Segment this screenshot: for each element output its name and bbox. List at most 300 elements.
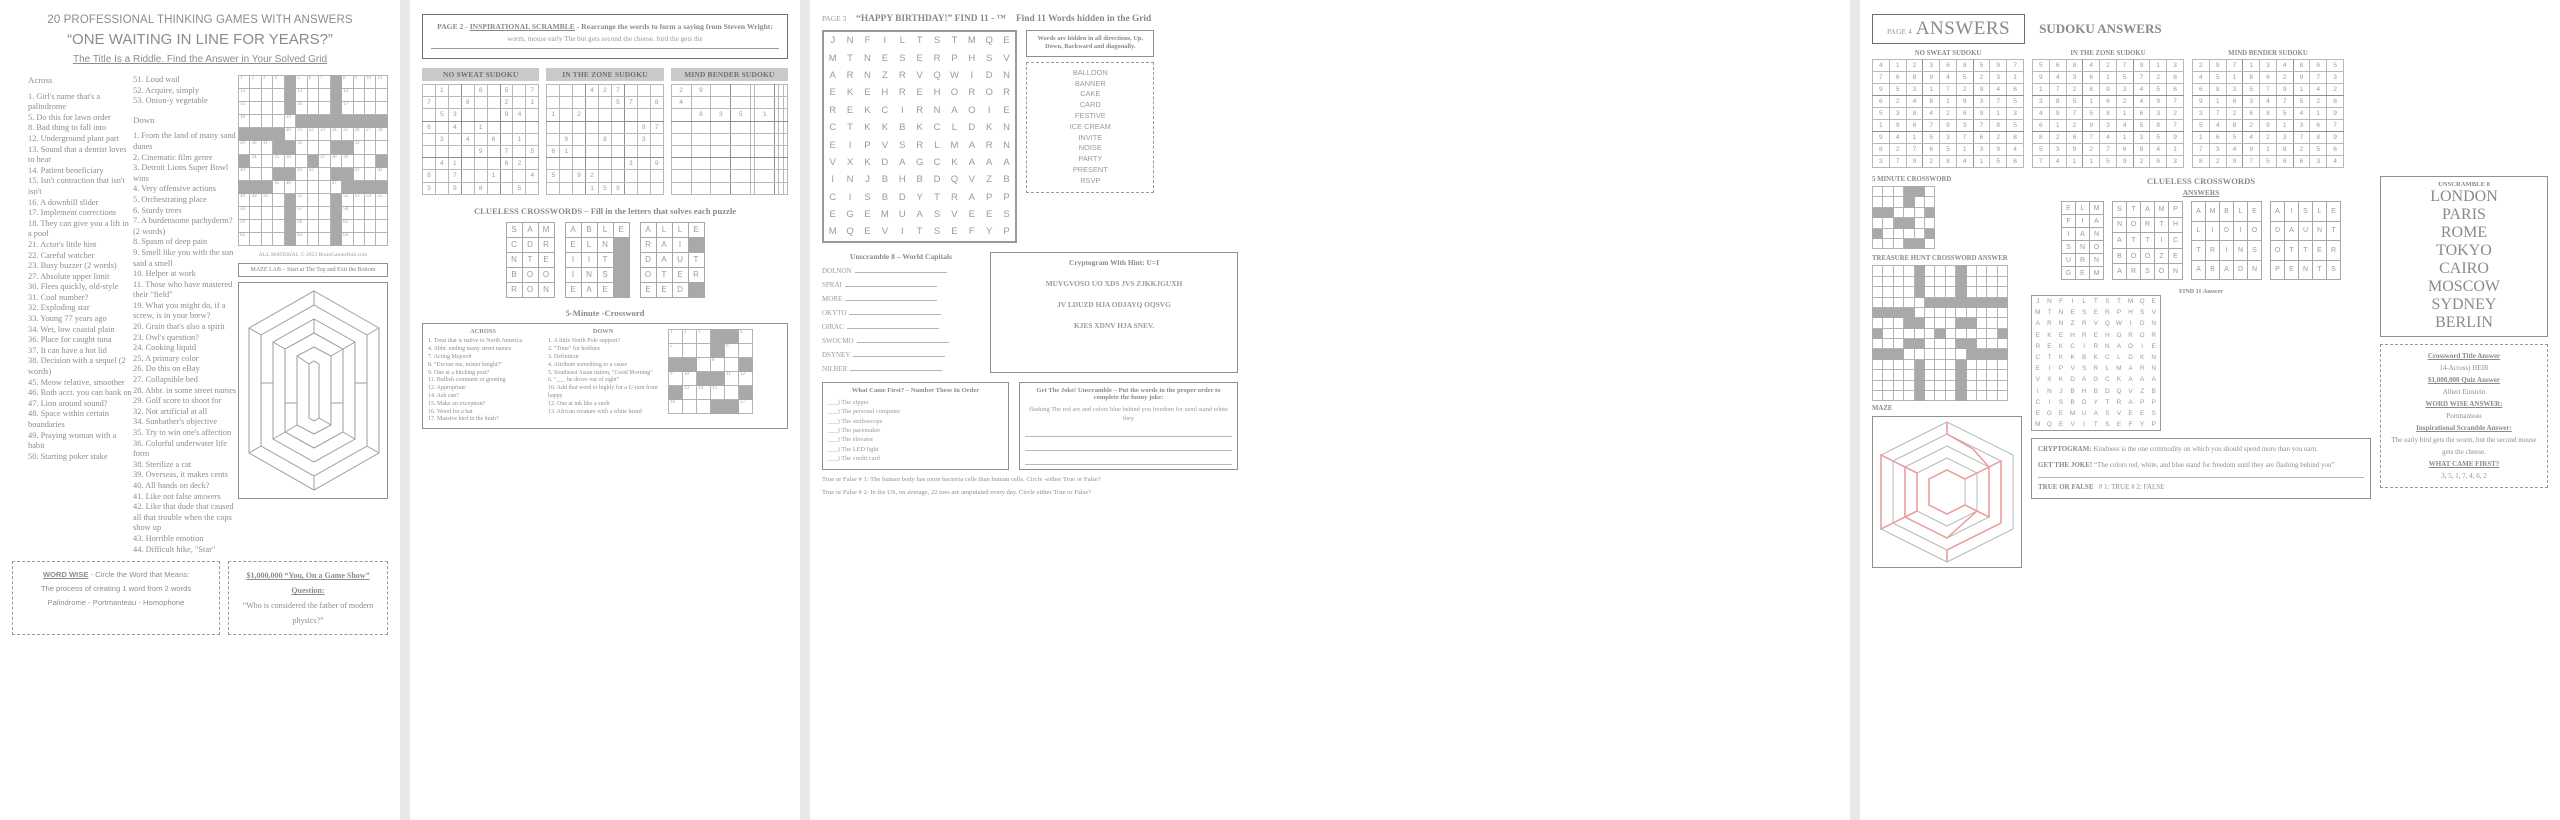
sudoku-cell[interactable] <box>783 97 787 109</box>
sudoku-cell[interactable] <box>611 121 624 133</box>
five-grid-cell[interactable]: 15 <box>711 385 725 399</box>
sudoku-cell[interactable] <box>461 170 474 182</box>
sudoku-cell[interactable] <box>637 97 650 109</box>
sudoku-cell[interactable] <box>474 170 487 182</box>
wordsearch-cell[interactable]: P <box>1003 191 1010 203</box>
crossword-cell[interactable]: 58 <box>342 206 353 219</box>
crossword-cell[interactable] <box>261 154 272 167</box>
wordsearch-cell[interactable]: E <box>1003 104 1010 116</box>
crossword-cell[interactable] <box>261 220 272 233</box>
sudoku-cell[interactable] <box>474 97 487 109</box>
sudoku-cell[interactable] <box>599 121 612 133</box>
sudoku-cell[interactable]: 4 <box>513 109 526 121</box>
wordsearch-cell[interactable]: E <box>986 209 993 221</box>
ccw-cell[interactable]: O <box>538 267 554 282</box>
sudoku-cell[interactable] <box>423 85 436 97</box>
sudoku-cell[interactable] <box>637 145 650 157</box>
five-grid-cell[interactable]: 9 <box>669 371 683 385</box>
wordsearch-cell[interactable]: E <box>846 104 854 116</box>
wcf-item[interactable]: ___) The stethoscope <box>828 417 1003 426</box>
sudoku-cell[interactable] <box>547 85 560 97</box>
sudoku-cell[interactable]: 3 <box>711 109 731 121</box>
unscramble-answer-line[interactable] <box>857 342 949 343</box>
wordsearch-cell[interactable]: H <box>881 87 889 99</box>
sudoku-cell[interactable] <box>573 85 586 97</box>
sudoku-cell[interactable] <box>755 97 775 109</box>
crossword-cell[interactable] <box>353 154 364 167</box>
crossword-cell[interactable]: 11 <box>376 76 388 89</box>
sudoku-cell[interactable] <box>560 182 573 194</box>
ccw-cell[interactable]: M <box>538 222 554 237</box>
crossword-cell[interactable] <box>376 89 388 102</box>
sudoku-cell[interactable]: 1 <box>526 97 539 109</box>
crossword-cell[interactable] <box>353 233 364 246</box>
sudoku-cell[interactable] <box>611 170 624 182</box>
crossword-cell[interactable]: 12 <box>239 89 250 102</box>
wordsearch-cell[interactable]: E <box>829 139 836 151</box>
five-grid-cell[interactable]: 17 <box>739 399 753 413</box>
crossword-cell[interactable]: 60 <box>296 220 307 233</box>
sudoku-cell[interactable] <box>624 109 637 121</box>
sudoku-cell[interactable] <box>711 145 731 157</box>
wordsearch-cell[interactable]: I <box>831 174 835 186</box>
sudoku-cell[interactable] <box>731 145 751 157</box>
sudoku-cell[interactable]: 4 <box>448 121 461 133</box>
wordsearch-cell[interactable]: M <box>828 52 837 64</box>
ccw-cell[interactable]: A <box>656 237 672 252</box>
wordsearch-cell[interactable]: E <box>916 52 923 64</box>
unscramble-answer-line[interactable] <box>850 370 942 371</box>
sudoku-cell[interactable]: 3 <box>637 133 650 145</box>
crossword-cell[interactable]: 2 <box>250 76 261 89</box>
ccw-cell[interactable]: E <box>565 237 581 252</box>
wordsearch-cell[interactable]: S <box>899 52 906 64</box>
crossword-cell[interactable]: 45 <box>273 180 284 193</box>
sudoku-cell[interactable] <box>547 158 560 170</box>
sudoku-cell[interactable]: 4 <box>586 85 599 97</box>
wordsearch-cell[interactable]: C <box>829 191 837 203</box>
crossword-cell[interactable] <box>261 115 272 128</box>
sudoku-cell[interactable] <box>637 85 650 97</box>
wordsearch-cell[interactable]: K <box>864 156 871 168</box>
wcf-item[interactable]: ___) The pacemaker <box>828 426 1003 435</box>
wordsearch-cell[interactable]: O <box>950 87 959 99</box>
sudoku-cell[interactable] <box>599 109 612 121</box>
clueless-crossword-grid[interactable] <box>506 222 555 298</box>
crossword-cell[interactable] <box>307 102 318 115</box>
scramble-answer-rule[interactable] <box>431 48 779 49</box>
ccw-cell[interactable]: R <box>688 267 704 282</box>
sudoku-cell[interactable]: 7 <box>624 97 637 109</box>
crossword-cell[interactable] <box>307 180 318 193</box>
crossword-cell[interactable] <box>319 206 330 219</box>
sudoku-cell[interactable] <box>731 85 751 97</box>
wordsearch-cell[interactable]: D <box>933 174 941 186</box>
sudoku-grid[interactable] <box>671 84 788 195</box>
sudoku-cell[interactable] <box>474 133 487 145</box>
wordsearch-cell[interactable]: E <box>916 87 923 99</box>
wordsearch-cell[interactable]: K <box>951 156 958 168</box>
sudoku-cell[interactable]: 7 <box>448 170 461 182</box>
crossword-cell[interactable] <box>364 154 375 167</box>
five-grid-cell[interactable]: 16 <box>669 399 683 413</box>
wordsearch-cell[interactable]: N <box>846 35 854 47</box>
crossword-cell[interactable] <box>376 141 388 154</box>
wordsearch-cell[interactable]: A <box>899 156 906 168</box>
crossword-cell[interactable]: 7 <box>319 76 330 89</box>
crossword-cell[interactable]: 47 <box>330 180 341 193</box>
wordsearch-cell[interactable]: J <box>865 174 870 186</box>
crossword-cell[interactable] <box>273 220 284 233</box>
wordsearch-cell[interactable]: A <box>968 191 975 203</box>
ccw-cell[interactable]: E <box>672 267 688 282</box>
sudoku-cell[interactable] <box>513 121 526 133</box>
wordsearch-cell[interactable]: A <box>916 209 923 221</box>
crossword-cell[interactable]: 32 <box>296 141 307 154</box>
crossword-cell[interactable] <box>250 102 261 115</box>
crossword-cell[interactable]: 21 <box>296 128 307 141</box>
crossword-cell[interactable] <box>273 89 284 102</box>
sudoku-cell[interactable] <box>624 85 637 97</box>
wordsearch-cell[interactable]: G <box>915 156 924 168</box>
sudoku-cell[interactable] <box>711 85 731 97</box>
unscramble-answer-line[interactable] <box>853 356 945 357</box>
sudoku-cell[interactable] <box>691 182 711 194</box>
five-grid-cell[interactable]: 3 <box>697 329 711 343</box>
wordsearch-cell[interactable]: E <box>864 87 871 99</box>
crossword-cell[interactable] <box>376 233 388 246</box>
crossword-cell[interactable] <box>364 220 375 233</box>
crossword-cell[interactable] <box>261 233 272 246</box>
crossword-cell[interactable]: 49 <box>250 193 261 206</box>
crossword-cell[interactable] <box>250 89 261 102</box>
five-grid-cell[interactable]: 10 <box>683 371 697 385</box>
sudoku-cell[interactable] <box>671 109 691 121</box>
crossword-cell[interactable] <box>376 102 388 115</box>
wordsearch-cell[interactable]: A <box>968 139 975 151</box>
crossword-cell[interactable] <box>273 233 284 246</box>
sudoku-cell[interactable] <box>783 109 787 121</box>
crossword-cell[interactable] <box>319 180 330 193</box>
five-grid-cell[interactable] <box>725 385 739 399</box>
crossword-cell[interactable] <box>319 102 330 115</box>
sudoku-cell[interactable] <box>691 97 711 109</box>
crossword-cell[interactable]: 33 <box>353 141 364 154</box>
sudoku-cell[interactable] <box>560 97 573 109</box>
five-grid-cell[interactable]: 13 <box>683 385 697 399</box>
crossword-cell[interactable] <box>353 206 364 219</box>
sudoku-cell[interactable] <box>586 97 599 109</box>
crossword-cell[interactable]: 57 <box>296 206 307 219</box>
wordsearch-cell[interactable]: A <box>986 156 993 168</box>
crossword-cell[interactable] <box>319 89 330 102</box>
sudoku-cell[interactable] <box>691 145 711 157</box>
ccw-cell[interactable]: B <box>506 267 522 282</box>
crossword-cell[interactable] <box>353 102 364 115</box>
wordsearch-cell[interactable]: D <box>985 69 993 81</box>
ccw-cell[interactable]: I <box>581 252 597 267</box>
unscramble-answer-line[interactable] <box>845 286 937 287</box>
wordsearch-cell[interactable]: F <box>864 35 871 47</box>
wordsearch-cell[interactable]: E <box>864 226 871 238</box>
wordsearch-cell[interactable]: E <box>829 87 836 99</box>
wcf-item[interactable]: ___) The LED light <box>828 445 1003 454</box>
ccw-cell[interactable]: N <box>506 252 522 267</box>
five-minute-grid[interactable] <box>668 329 753 414</box>
sudoku-cell[interactable] <box>624 145 637 157</box>
wordsearch-cell[interactable]: H <box>968 52 976 64</box>
sudoku-cell[interactable] <box>624 170 637 182</box>
sudoku-cell[interactable]: 1 <box>448 158 461 170</box>
sudoku-cell[interactable] <box>435 97 448 109</box>
crossword-cell[interactable]: 14 <box>342 89 353 102</box>
sudoku-cell[interactable] <box>783 85 787 97</box>
sudoku-cell[interactable] <box>650 182 663 194</box>
sudoku-cell[interactable] <box>547 97 560 109</box>
wordsearch-cell[interactable]: L <box>899 35 905 47</box>
sudoku-cell[interactable]: 5 <box>547 170 560 182</box>
sudoku-cell[interactable] <box>487 97 500 109</box>
crossword-cell[interactable]: 38 <box>330 154 341 167</box>
sudoku-cell[interactable]: 7 <box>423 97 436 109</box>
sudoku-cell[interactable] <box>573 158 586 170</box>
sudoku-cell[interactable] <box>474 109 487 121</box>
crossword-cell[interactable]: 43 <box>353 167 364 180</box>
sudoku-cell[interactable] <box>526 133 539 145</box>
sudoku-cell[interactable] <box>487 121 500 133</box>
sudoku-cell[interactable]: 6 <box>474 85 487 97</box>
ccw-cell[interactable]: I <box>672 237 688 252</box>
wordsearch-cell[interactable]: F <box>968 226 975 238</box>
sudoku-cell[interactable]: 8 <box>599 133 612 145</box>
crossword-cell[interactable]: 51 <box>296 193 307 206</box>
crossword-cell[interactable]: 52 <box>342 193 353 206</box>
sudoku-cell[interactable] <box>691 158 711 170</box>
unscramble-answer-line[interactable] <box>845 300 937 301</box>
sudoku-cell[interactable] <box>461 121 474 133</box>
word-wise-options[interactable]: Palindrome - Portmanteau - Homophone <box>47 598 185 608</box>
wordsearch-cell[interactable]: H <box>933 87 941 99</box>
crossword-cell[interactable]: 54 <box>364 193 375 206</box>
crossword-cell[interactable]: 64 <box>342 233 353 246</box>
wordsearch-cell[interactable]: V <box>881 226 889 238</box>
crossword-cell[interactable]: 30 <box>250 141 261 154</box>
wordsearch-cell[interactable]: B <box>1003 174 1010 186</box>
sudoku-cell[interactable] <box>560 158 573 170</box>
crossword-cell[interactable]: 39 <box>342 154 353 167</box>
wordsearch-cell[interactable]: K <box>846 87 854 99</box>
sudoku-cell[interactable] <box>731 170 751 182</box>
wordsearch-cell[interactable]: A <box>968 156 975 168</box>
sudoku-cell[interactable] <box>474 158 487 170</box>
sudoku-cell[interactable] <box>487 145 500 157</box>
wordsearch-cell[interactable]: N <box>864 69 871 81</box>
crossword-cell[interactable] <box>261 206 272 219</box>
crossword-cell[interactable] <box>353 89 364 102</box>
sudoku-cell[interactable] <box>731 182 751 194</box>
sudoku-cell[interactable] <box>731 133 751 145</box>
sudoku-cell[interactable] <box>599 158 612 170</box>
crossword-cell[interactable]: 40 <box>239 167 250 180</box>
wordsearch-cell[interactable]: N <box>1003 69 1011 81</box>
five-grid-cell[interactable] <box>697 343 711 357</box>
crossword-cell[interactable]: 8 <box>342 76 353 89</box>
sudoku-cell[interactable] <box>573 133 586 145</box>
wordsearch-cell[interactable]: O <box>985 87 993 99</box>
five-grid-cell[interactable]: 2 <box>683 329 697 343</box>
wordsearch-cell[interactable]: P <box>864 139 871 151</box>
wordsearch-cell[interactable]: S <box>933 226 941 238</box>
sudoku-cell[interactable] <box>731 97 751 109</box>
wordsearch-cell[interactable]: C <box>881 104 889 116</box>
sudoku-cell[interactable] <box>461 158 474 170</box>
wcf-item[interactable]: ___) The personal computer <box>828 407 1003 416</box>
ccw-cell[interactable]: R <box>506 282 522 297</box>
sudoku-cell[interactable] <box>611 109 624 121</box>
sudoku-cell[interactable] <box>573 145 586 157</box>
crossword-cell[interactable] <box>319 193 330 206</box>
true-false-1[interactable]: True or False # 1: The human body has more bacteria cells than human cells. Circle -either True or False? <box>822 475 1101 483</box>
ccw-cell[interactable]: C <box>506 237 522 252</box>
unscramble-answer-line[interactable] <box>855 272 947 273</box>
sudoku-cell[interactable] <box>783 133 787 145</box>
wordsearch-cell[interactable]: D <box>968 122 976 134</box>
sudoku-cell[interactable] <box>624 133 637 145</box>
sudoku-cell[interactable] <box>755 145 775 157</box>
sudoku-cell[interactable] <box>755 158 775 170</box>
sudoku-cell[interactable]: 7 <box>526 85 539 97</box>
wordsearch-cell[interactable]: Y <box>986 226 993 238</box>
sudoku-cell[interactable] <box>637 109 650 121</box>
sudoku-cell[interactable] <box>691 121 711 133</box>
wcf-list[interactable] <box>828 398 1003 464</box>
crossword-cell[interactable]: 28 <box>376 128 388 141</box>
sudoku-cell[interactable]: 9 <box>448 182 461 194</box>
sudoku-cell[interactable] <box>755 133 775 145</box>
five-grid-cell[interactable]: 8 <box>711 357 725 371</box>
crossword-cell[interactable] <box>261 89 272 102</box>
crossword-cell[interactable] <box>364 206 375 219</box>
sudoku-cell[interactable] <box>560 85 573 97</box>
five-grid-cell[interactable]: 4 <box>739 329 753 343</box>
sudoku-grid[interactable] <box>546 84 663 195</box>
sudoku-cell[interactable] <box>487 109 500 121</box>
sudoku-cell[interactable] <box>611 158 624 170</box>
sudoku-cell[interactable]: 8 <box>650 97 663 109</box>
sudoku-cell[interactable] <box>461 182 474 194</box>
wordsearch-cell[interactable]: R <box>1003 87 1011 99</box>
ccw-cell[interactable]: I <box>565 267 581 282</box>
sudoku-cell[interactable] <box>650 85 663 97</box>
wordsearch-cell[interactable]: M <box>828 226 837 238</box>
five-grid-cell[interactable] <box>683 343 697 357</box>
wordsearch-cell[interactable]: E <box>1003 35 1010 47</box>
crossword-cell[interactable]: 41 <box>296 167 307 180</box>
ccw-cell[interactable]: A <box>565 222 581 237</box>
ccw-cell[interactable]: L <box>672 222 688 237</box>
sudoku-cell[interactable] <box>711 170 731 182</box>
crossword-cell[interactable]: 29 <box>239 141 250 154</box>
wordsearch-cell[interactable]: W <box>949 69 959 81</box>
ccw-cell[interactable]: T <box>522 252 538 267</box>
wcf-item[interactable]: ___) The elevator <box>828 435 1003 444</box>
sudoku-cell[interactable] <box>637 158 650 170</box>
sudoku-cell[interactable]: 9 <box>573 170 586 182</box>
wordsearch-cell[interactable]: D <box>881 156 889 168</box>
sudoku-cell[interactable] <box>448 97 461 109</box>
crossword-cell[interactable] <box>273 102 284 115</box>
sudoku-cell[interactable] <box>573 182 586 194</box>
wcf-item[interactable]: ___) The zipper <box>828 398 1003 407</box>
crossword-cell[interactable]: 36 <box>284 154 295 167</box>
crossword-cell[interactable] <box>353 220 364 233</box>
crossword-cell[interactable] <box>273 206 284 219</box>
ccw-cell[interactable]: N <box>538 282 554 297</box>
wordsearch-cell[interactable]: R <box>985 139 993 151</box>
ccw-cell[interactable]: E <box>688 222 704 237</box>
wordsearch-cell[interactable]: M <box>950 139 959 151</box>
sudoku-cell[interactable]: 6 <box>547 145 560 157</box>
crossword-cell[interactable]: 27 <box>364 128 375 141</box>
five-grid-cell[interactable]: 6 <box>725 343 739 357</box>
wordsearch-grid[interactable] <box>822 30 1017 243</box>
ccw-cell[interactable]: T <box>656 267 672 282</box>
sudoku-cell[interactable] <box>461 109 474 121</box>
wordsearch-cell[interactable]: E <box>968 209 975 221</box>
crossword-cell[interactable]: 5 <box>296 76 307 89</box>
wordsearch-cell[interactable]: B <box>899 122 906 134</box>
five-grid-cell[interactable] <box>725 357 739 371</box>
crossword-cell[interactable]: 63 <box>296 233 307 246</box>
crossword-cell[interactable]: 48 <box>239 193 250 206</box>
ccw-cell[interactable]: L <box>656 222 672 237</box>
wordsearch-cell[interactable]: R <box>916 139 924 151</box>
wordsearch-cell[interactable]: V <box>881 139 889 151</box>
five-grid-cell[interactable]: 12 <box>739 371 753 385</box>
crossword-cell[interactable] <box>364 167 375 180</box>
five-grid-cell[interactable]: 1 <box>669 329 683 343</box>
wordsearch-cell[interactable]: I <box>883 35 887 47</box>
sudoku-cell[interactable] <box>547 133 560 145</box>
crossword-cell[interactable] <box>250 115 261 128</box>
ccw-cell[interactable]: T <box>597 252 613 267</box>
sudoku-cell[interactable] <box>513 97 526 109</box>
ccw-cell[interactable]: L <box>581 237 597 252</box>
crossword-cell[interactable]: 17 <box>342 102 353 115</box>
crossword-cell[interactable]: 53 <box>353 193 364 206</box>
ccw-cell[interactable]: A <box>656 252 672 267</box>
sudoku-cell[interactable] <box>423 145 436 157</box>
ccw-cell[interactable]: U <box>672 252 688 267</box>
sudoku-cell[interactable]: 9 <box>637 121 650 133</box>
sudoku-cell[interactable] <box>513 170 526 182</box>
crossword-cell[interactable]: 61 <box>342 220 353 233</box>
wordsearch-cell[interactable]: B <box>881 174 889 186</box>
ccw-cell[interactable]: L <box>597 222 613 237</box>
wordsearch-cell[interactable]: X <box>846 156 854 168</box>
wordsearch-cell[interactable]: V <box>1003 52 1010 64</box>
sudoku-cell[interactable] <box>435 145 448 157</box>
sudoku-cell[interactable] <box>586 121 599 133</box>
crossword-cell[interactable] <box>250 167 261 180</box>
sudoku-cell[interactable]: 1 <box>586 182 599 194</box>
sudoku-cell[interactable] <box>671 158 691 170</box>
wordsearch-cell[interactable]: N <box>864 52 871 64</box>
crossword-cell[interactable]: 13 <box>296 89 307 102</box>
wordsearch-cell[interactable]: S <box>1003 209 1010 221</box>
wordsearch-cell[interactable]: A <box>951 104 958 116</box>
wcf-item[interactable]: ___) The credit card <box>828 454 1003 463</box>
